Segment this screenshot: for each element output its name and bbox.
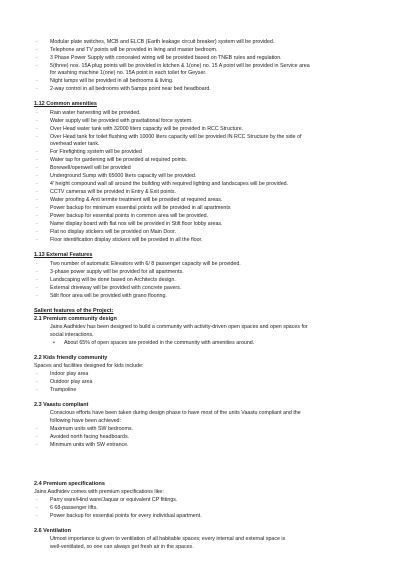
list-item: About 65% of open spaces are provided in the community with amenities around. <box>64 340 255 346</box>
bullet: · <box>36 371 38 377</box>
bullet: · <box>36 261 38 267</box>
list-item: Avoided north facing headboards. <box>50 434 130 440</box>
paragraph-line: Conscious efforts have been taken during design phase to have most of the units Vaastu compliant and the <box>50 410 301 416</box>
list-item: External driveway will be provided with concrete pavers. <box>50 285 182 291</box>
bullet: · <box>36 78 38 84</box>
list-item: 2-way control in all bedrooms with 5amps point near bed headboard. <box>50 86 211 92</box>
list-item: Parry ware/Hind ware/Jaquar or equivalent CP fittings. <box>50 497 178 503</box>
list-item: 3 Phase Power Supply with concealed wiring will be provided based on TNEB rules and regulation. <box>50 55 282 61</box>
bullet: · <box>36 442 38 448</box>
paragraph-line: following have been achieved: <box>50 418 121 424</box>
list-item: Water tap for gardening will be provided at required points. <box>50 157 188 163</box>
bullet: · <box>36 285 38 291</box>
list-item: Over Head water tank with 32000 liters capacity will be provided in RCC Structure. <box>50 126 244 132</box>
subsection-heading: 2.2 Kids friendly community <box>34 355 108 361</box>
list-item: Water proofing & Anti termite treatment will be provided at required areas. <box>50 197 223 203</box>
list-item: Maximum units with SW bedrooms. <box>50 426 134 432</box>
bullet: · <box>36 189 38 195</box>
paragraph-line: well-ventilated, so one can always get fresh air in the spaces. <box>50 544 194 550</box>
bullet: · <box>36 213 38 219</box>
list-item-continued: for washing machine 1(one) no. 15A point in each toilet for Geyser. <box>50 70 207 76</box>
list-item: Floor identification display stickers will be provided in all the floor. <box>50 237 203 243</box>
list-item: Power backup for essential points for every individual apartment. <box>50 513 202 519</box>
list-item: 4' height compound wall all around the building with required lighting and landscapes will be provided. <box>50 181 289 187</box>
subsection-heading: 2.3 Vaastu compliant <box>34 402 89 408</box>
bullet: · <box>36 134 38 140</box>
list-item: Minimum units with SW entrance. <box>50 442 129 448</box>
bullet: · <box>36 237 38 243</box>
bullet: · <box>36 149 38 155</box>
list-item: Rain water harvesting will be provided. <box>50 110 141 116</box>
list-item: Power backup for minimum essential points will be provided in all apartments <box>50 205 231 211</box>
list-item: 3-phase power supply will be provided for all apartments. <box>50 269 184 275</box>
list-item: Trampoline <box>50 387 77 393</box>
list-item: 5(three) nos. 15A plug points will be provided in kitchen & 1(one) no. 15 A point will be provided in Service area <box>50 63 310 69</box>
bullet: · <box>36 221 38 227</box>
list-item: Landscaping will be done based on Architects design. <box>50 277 176 283</box>
list-item: For Firefighting system will be provided <box>50 149 142 155</box>
bullet: · <box>36 157 38 163</box>
bullet: · <box>36 434 38 440</box>
bullet: · <box>36 505 38 511</box>
list-item: 6 68-passenger lifts. <box>50 505 98 511</box>
list-item: CCTV cameras will be provided in Entry & Exit points. <box>50 189 176 195</box>
bullet: · <box>36 497 38 503</box>
salient-features-heading: Salient features of the Project: <box>34 308 114 314</box>
bullet: · <box>36 205 38 211</box>
bullet: · <box>36 165 38 171</box>
section-heading: 1.12 Common amenities <box>34 101 97 107</box>
paragraph-line: Jains Aadhidev comes with premium specifications like: <box>34 489 164 495</box>
bullet: · <box>36 197 38 203</box>
list-item: Stilt floor area will be provided with grano flooring. <box>50 293 167 299</box>
list-item: Underground Sump with 65000 liters capacity will be provided. <box>50 173 197 179</box>
bullet: · <box>36 293 38 299</box>
list-item: Flat no display stickers will be provided on Main Door. <box>50 229 177 235</box>
bullet: · <box>36 269 38 275</box>
bullet: · <box>36 47 38 53</box>
list-item: Indoor play area <box>50 371 89 377</box>
paragraph-line: Jains Aadhidev has been designed to build a community with activity-driven open spaces and open spaces for <box>50 324 308 330</box>
subsection-heading: 2.6 Ventilation <box>34 528 71 534</box>
list-item: Name display board with flat nos will be provided in Stilt floor lobby areas. <box>50 221 223 227</box>
bullet: · <box>36 86 38 92</box>
bullet: · <box>36 387 38 393</box>
bullet: · <box>36 110 38 116</box>
bullet: · <box>36 379 38 385</box>
paragraph-line: social interactions. <box>50 332 94 338</box>
bullet: · <box>36 426 38 432</box>
list-item: Modular plate switches, MCB and ELCB (Earth leakage circuit breaker) system will be provided. <box>50 39 275 45</box>
bullet: · <box>36 63 38 69</box>
list-item: Over Head tank for toilet flushing with 10000 liters capacity will be provided IN RCC Structure by the side of <box>50 134 302 140</box>
list-item: Borewell/openwell will be provided <box>50 165 131 171</box>
bullet: · <box>36 181 38 187</box>
list-item: Power backup for essential points in common area will be provided. <box>50 213 209 219</box>
list-item: Telephone and TV points will be provided in living and master bedroom. <box>50 47 218 53</box>
list-item: Outdoor play area <box>50 379 93 385</box>
paragraph-line: Utmost importance is given to ventilation of all habitable spaces; every internal and external space is <box>50 536 286 542</box>
sub-bullet: • <box>53 340 55 346</box>
bullet: · <box>36 118 38 124</box>
subsection-heading: 2.4 Premium specifications <box>34 481 105 487</box>
bullet: · <box>36 55 38 61</box>
bullet: · <box>36 513 38 519</box>
list-item: Night lamps will be provided in all bedrooms & living. <box>50 78 174 84</box>
bullet: · <box>36 126 38 132</box>
list-item: Two number of automatic Elevators with 6/ 8 passenger capacity will be provided. <box>50 261 241 267</box>
bullet: · <box>36 39 38 45</box>
bullet: · <box>36 277 38 283</box>
list-item-continued: overhead water tank. <box>50 141 100 147</box>
section-heading: 1.13 External Features <box>34 252 93 258</box>
bullet: · <box>36 229 38 235</box>
bullet: · <box>36 173 38 179</box>
subsection-heading: 2.1 Premium community design <box>34 316 117 322</box>
list-item: Water supply will be provided with gravitational force system. <box>50 118 193 124</box>
paragraph-line: Spaces and facilities designed for kids include: <box>34 363 144 369</box>
